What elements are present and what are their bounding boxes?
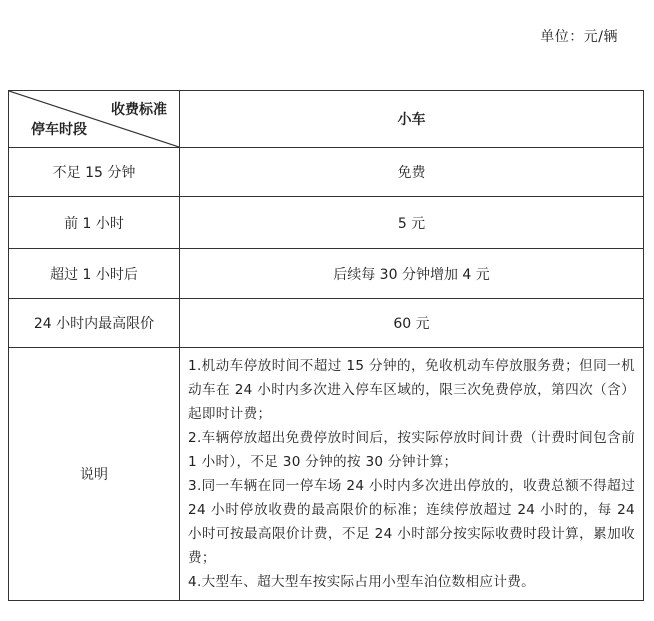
- vehicle-type-header: [180, 91, 644, 148]
- note-item: 2.车辆停放超出免费停放时间后，按实际停放时间计费（计费时间包含前 1 小时），不足 30 分钟的按 30 分钟计算；: [188, 430, 635, 470]
- fee-cell: 60 元: [180, 299, 644, 348]
- fee-standard-label: 收费标准: [111, 102, 167, 118]
- note-item: 4.大型车、超大型车按实际占用小型车泊位数相应计费。: [188, 574, 536, 590]
- fee-cell: 免费: [180, 148, 644, 197]
- fee-cell: 后续每 30 分钟增加 4 元: [180, 249, 644, 299]
- parking-period-label: 停车时段: [31, 122, 87, 138]
- note-item: 1.机动车停放时间不超过 15 分钟的，免收机动车停放服务费；但同一机动车在 24 小时内多次进入停车区域的，限三次免费停放，第四次（含）起即时计费；: [188, 358, 635, 422]
- table-row: [9, 249, 644, 299]
- period-cell: 前 1 小时: [9, 197, 180, 249]
- note-item: 3.同一车辆在同一停车场 24 小时内多次进出停放的，收费总额不得超过 24 小时停放收费的最高限价的标准；连续停放超过 24 小时的，每 24 小时可按最高限价计费，不足 24 小时部分按实际收费时段计算，累加收费；: [188, 478, 635, 566]
- notes-label-cell: 说明: [9, 348, 180, 601]
- period-cell: 不足 15 分钟: [9, 148, 180, 197]
- notes-cell: [180, 348, 644, 601]
- table-row: [9, 299, 644, 348]
- period-cell: 24 小时内最高限价: [9, 299, 180, 348]
- table-row: [9, 197, 644, 249]
- table-row: [9, 148, 644, 197]
- vehicle-type-label: 小车: [397, 112, 426, 128]
- parking-fee-table: [8, 90, 644, 601]
- fee-cell: 5 元: [180, 197, 644, 249]
- period-cell: 超过 1 小时后: [9, 249, 180, 299]
- notes-row: [9, 348, 644, 601]
- diagonal-header-cell: [9, 91, 180, 148]
- unit-label: 单位：元/辆: [540, 29, 618, 45]
- table-header-row: [9, 91, 644, 148]
